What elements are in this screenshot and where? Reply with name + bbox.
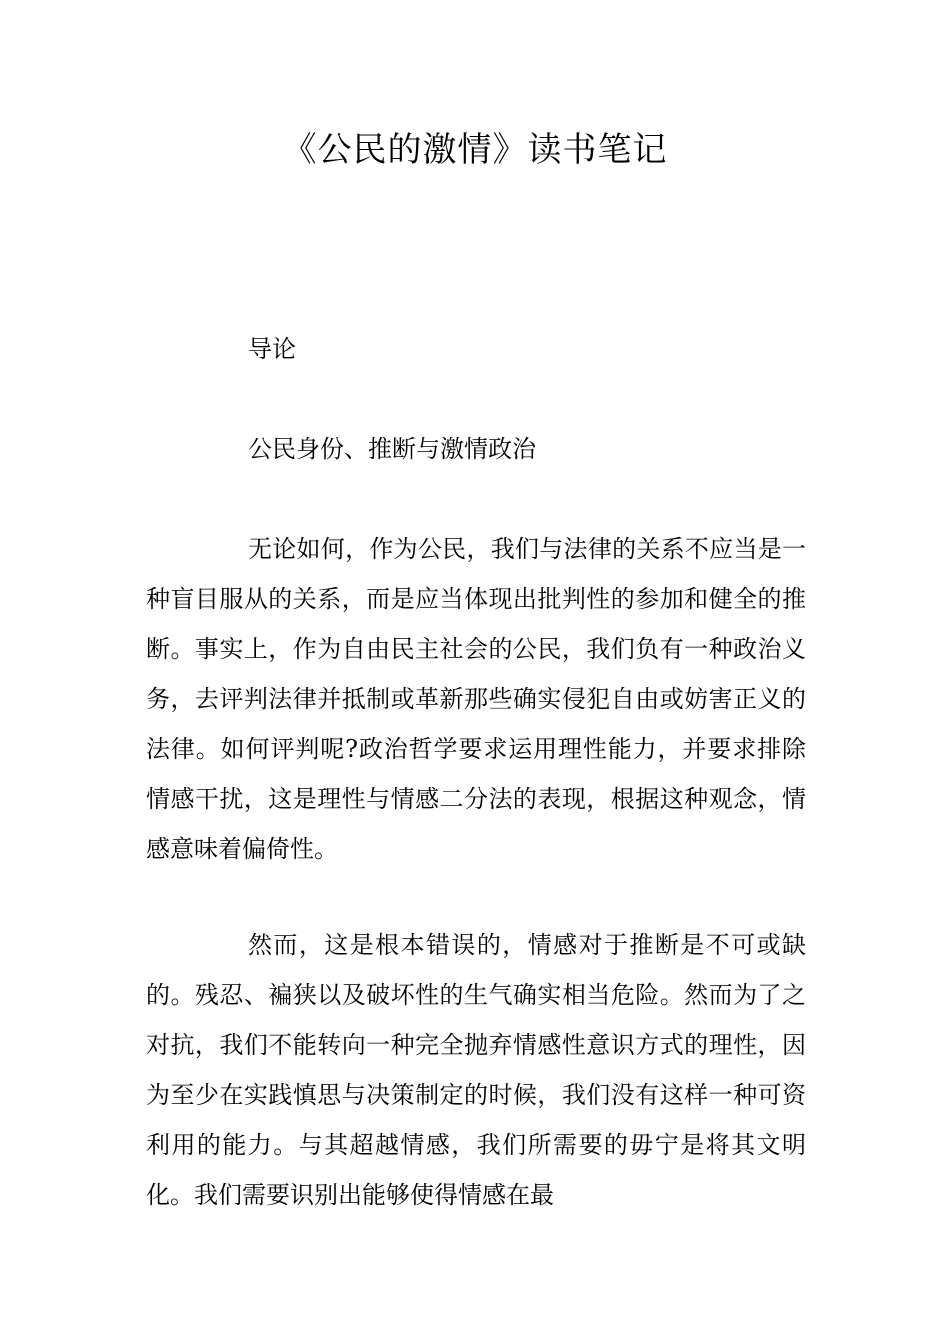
subsection-heading: 公民身份、推断与激情政治 [248,435,536,463]
section-heading: 导论 [248,335,296,363]
body-paragraph: 无论如何，作为公民，我们与法律的关系不应当是一种盲目服从的关系，而是应当体现出批判性的参加和健全的推断。事实上，作为自由民主社会的公民，我们负有一种政治义务，去评判法律并抵制或革新那些确实侵犯自由或妨害正义的法律。如何评判呢?政治哲学要求运用理性能力，并要求排除情感干扰，这是理性与情感二分法的表现，根据这种观念，情感意味着偏倚性。 [146,535,806,863]
document-title: 《公民的激情》读书笔记 [282,130,668,170]
body-paragraph: 然而，这是根本错误的，情感对于推断是不可或缺的。残忍、褊狭以及破坏性的生气确实相当危险。然而为了之对抗，我们不能转向一种完全抛弃情感性意识方式的理性，因为至少在实践慎思与决策制定的时候，我们没有这样一种可资利用的能力。与其超越情感，我们所需要的毋宁是将其文明化。我们需要识别出能够使得情感在最 [146,931,806,1209]
